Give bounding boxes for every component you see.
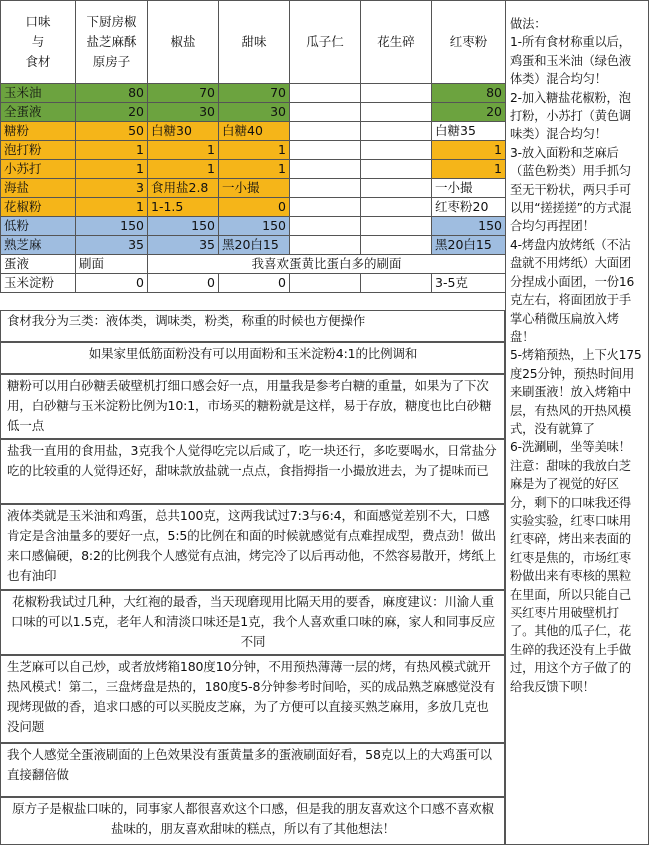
ingredient-row <box>1 122 506 141</box>
amount-cell <box>361 160 432 179</box>
note-block: 花椒粉我试过几种，大红袍的最香，当天现磨现用比隔天用的要香，麻度建议：川渝人重口味的可以1.5克，老年人和清淡口味还是1克，我个人喜欢重口味的麻，家人和同事反应不同 <box>0 590 505 655</box>
amount-cell <box>361 217 432 236</box>
ingredient-table <box>0 0 506 293</box>
ingredient-name: 花椒粉 <box>1 198 76 217</box>
ingredient-name: 熟芝麻 <box>1 236 76 255</box>
ingredient-row <box>1 160 506 179</box>
amount-cell: 0 <box>219 198 290 217</box>
amount-cell: 80 <box>76 84 148 103</box>
amount-cell <box>290 103 361 122</box>
amount-cell: 黑20白15 <box>219 236 290 255</box>
amount-cell: 1-1.5 <box>148 198 219 217</box>
starch-row <box>1 274 506 293</box>
note-block: 如果家里低筋面粉没有可以用面粉和玉米淀粉4:1的比例调和 <box>0 342 505 374</box>
amount-cell <box>290 122 361 141</box>
method-step: 6-洗涮刷，坐等美味！ <box>510 440 631 455</box>
amount-cell: 1 <box>76 198 148 217</box>
column-header: 红枣粉 <box>432 1 506 84</box>
amount-cell: 1 <box>148 141 219 160</box>
amount-cell: 刷面 <box>76 255 148 274</box>
note-block: 液体类就是玉米油和鸡蛋，总共100克，这两我试过7:3与6:4，和面感觉差别不大，口感肯定是含油量多的要好一点，5:5的比例在和面的时候就感觉有点难捏成型，费点劲！做出来口感偏硬，8:2的比例我个人感觉有点油，烤完冷了以后再动他，不然容易散开，烤纸上也有油印 <box>0 504 505 590</box>
corner-title <box>1 1 76 84</box>
ingredient-name: 玉米淀粉 <box>1 274 76 293</box>
amount-cell: 一小撮 <box>432 179 506 198</box>
amount-cell <box>361 122 432 141</box>
amount-cell: 1 <box>76 160 148 179</box>
amount-cell <box>290 160 361 179</box>
note-block: 生芝麻可以自己炒，或者放烤箱180度10分钟，不用预热薄薄一层的烤，有热风模式就开热风模式！第二，三盘烤盘是热的，180度5-8分钟参考时间哈，买的成品熟芝麻感觉没有现烤现做的香，追求口感的可以买脱皮芝麻，为了方便可以直接买熟芝麻用，多放几克也没问题 <box>0 655 505 743</box>
amount-cell <box>290 141 361 160</box>
ingredient-row <box>1 141 506 160</box>
column-header: 下厨房椒盐芝麻酥原房子 <box>76 1 148 84</box>
amount-cell: 0 <box>148 274 219 293</box>
amount-cell: 20 <box>76 103 148 122</box>
note-block: 糖粉可以用白砂糖丢破壁机打细口感会好一点，用量我是参考白糖的重量，如果为了下次用，白砂糖与玉米淀粉比例为10:1，市场买的糖粉就是这样，易于存放，糖度也比白砂糖低一点 <box>0 374 505 439</box>
amount-cell <box>290 274 361 293</box>
amount-cell: 红枣粉20 <box>432 198 506 217</box>
ingredient-name: 小苏打 <box>1 160 76 179</box>
amount-cell <box>290 84 361 103</box>
amount-cell: 35 <box>148 236 219 255</box>
method-step: 4-烤盘内放烤纸（不沾盘就不用烤纸）大面团分捏成小面团，一份16克左右，将面团放于手掌心稍微压扁放入烤盘！ <box>510 237 635 344</box>
header-row <box>1 1 506 84</box>
amount-cell: 30 <box>219 103 290 122</box>
method-step: 3-放入面粉和芝麻后（蓝色粉类）用手抓匀至无干粉状，两只手可以用“搓搓搓”的方式混合均匀再捏团！ <box>510 145 632 234</box>
amount-cell: 1 <box>432 141 506 160</box>
amount-cell: 70 <box>148 84 219 103</box>
amount-cell: 1 <box>432 160 506 179</box>
method-step: 做法： <box>510 17 547 31</box>
amount-cell: 食用盐2.8 <box>148 179 219 198</box>
amount-cell: 150 <box>76 217 148 236</box>
amount-cell: 白糖35 <box>432 122 506 141</box>
corner-line: 口味 <box>25 14 51 29</box>
amount-cell: 3 <box>76 179 148 198</box>
amount-cell: 50 <box>76 122 148 141</box>
ingredient-name: 全蛋液 <box>1 103 76 122</box>
ingredient-name: 泡打粉 <box>1 141 76 160</box>
note-block: 盐我一直用的食用盐，3克我个人觉得吃完以后咸了，吃一块还行，多吃要喝水，日常盐分吃的比较重的人觉得还好，甜味款放盐就一点点，食指拇指一小撮放进去，为了提味而已 <box>0 439 505 504</box>
column-header: 花生碎 <box>361 1 432 84</box>
amount-cell: 白糖40 <box>219 122 290 141</box>
amount-cell: 20 <box>432 103 506 122</box>
method-panel <box>505 0 649 845</box>
note-block: 原方子是椒盐口味的，同事家人都很喜欢这个口感，但是我的朋友喜欢这个口感不喜欢椒盐味的，朋友喜欢甜味的糕点，所以有了其他想法！ <box>0 797 505 845</box>
egg-span-note: 我喜欢蛋黄比蛋白多的刷面 <box>148 255 506 274</box>
amount-cell <box>361 198 432 217</box>
method-step: 5-烤箱预热，上下火175度25分钟，预热时间用来刷蛋液！放入烤箱中层，有热风的开热风模式，没有就算了 <box>510 348 642 436</box>
amount-cell: 150 <box>219 217 290 236</box>
amount-cell: 3-5克 <box>432 274 506 293</box>
amount-cell: 1 <box>76 141 148 160</box>
amount-cell: 150 <box>148 217 219 236</box>
ingredient-row <box>1 198 506 217</box>
amount-cell <box>290 198 361 217</box>
ingredient-row <box>1 236 506 255</box>
amount-cell: 150 <box>432 217 506 236</box>
amount-cell <box>290 236 361 255</box>
amount-cell <box>361 141 432 160</box>
method-step: 注意：甜味的我放白芝麻是为了视觉的好区分，剩下的口味我还得实验实验，红枣口味用红枣碎，烤出来表面的红枣是焦的，市场红枣粉做出来有枣核的黑粒在里面，所以只能自己买红枣片用破壁机打了。其他的瓜子仁，花生碎的我还没有上手做过，用这个方子做了的给我反馈下呗！ <box>510 458 631 694</box>
amount-cell: 一小撮 <box>219 179 290 198</box>
column-header: 瓜子仁 <box>290 1 361 84</box>
column-header: 甜味 <box>219 1 290 84</box>
column-header: 椒盐 <box>148 1 219 84</box>
amount-cell <box>361 274 432 293</box>
amount-cell: 35 <box>76 236 148 255</box>
ingredient-name: 玉米油 <box>1 84 76 103</box>
amount-cell <box>290 179 361 198</box>
amount-cell: 1 <box>219 160 290 179</box>
note-block: 我个人感觉全蛋液刷面的上色效果没有蛋黄量多的蛋液刷面好看，58克以上的大鸡蛋可以直接翻倍做 <box>0 743 505 797</box>
amount-cell: 70 <box>219 84 290 103</box>
ingredient-row <box>1 179 506 198</box>
ingredient-row <box>1 103 506 122</box>
ingredient-name: 海盐 <box>1 179 76 198</box>
corner-line: 食材 <box>25 54 51 69</box>
ingredient-name: 蛋液 <box>1 255 76 274</box>
amount-cell: 30 <box>148 103 219 122</box>
note-block: 食材我分为三类：液体类，调味类，粉类，称重的时候也方便操作 <box>0 310 505 342</box>
amount-cell: 1 <box>148 160 219 179</box>
ingredient-row <box>1 84 506 103</box>
amount-cell: 1 <box>219 141 290 160</box>
ingredient-name: 糖粉 <box>1 122 76 141</box>
amount-cell <box>290 217 361 236</box>
amount-cell: 0 <box>219 274 290 293</box>
method-step: 1-所有食材称重以后，鸡蛋和玉米油（绿色液体类）混合均匀！ <box>510 35 631 87</box>
amount-cell <box>361 179 432 198</box>
amount-cell: 0 <box>76 274 148 293</box>
amount-cell <box>361 236 432 255</box>
amount-cell <box>361 103 432 122</box>
amount-cell: 白糖30 <box>148 122 219 141</box>
method-step: 2-加入糖盐花椒粉，泡打粉，小苏打（黄色调味类）混合均匀！ <box>510 90 631 142</box>
amount-cell <box>361 84 432 103</box>
egg-row <box>1 255 506 274</box>
amount-cell: 黑20白15 <box>432 236 506 255</box>
ingredient-name: 低粉 <box>1 217 76 236</box>
corner-line: 与 <box>31 34 45 49</box>
ingredient-row <box>1 217 506 236</box>
amount-cell: 80 <box>432 84 506 103</box>
